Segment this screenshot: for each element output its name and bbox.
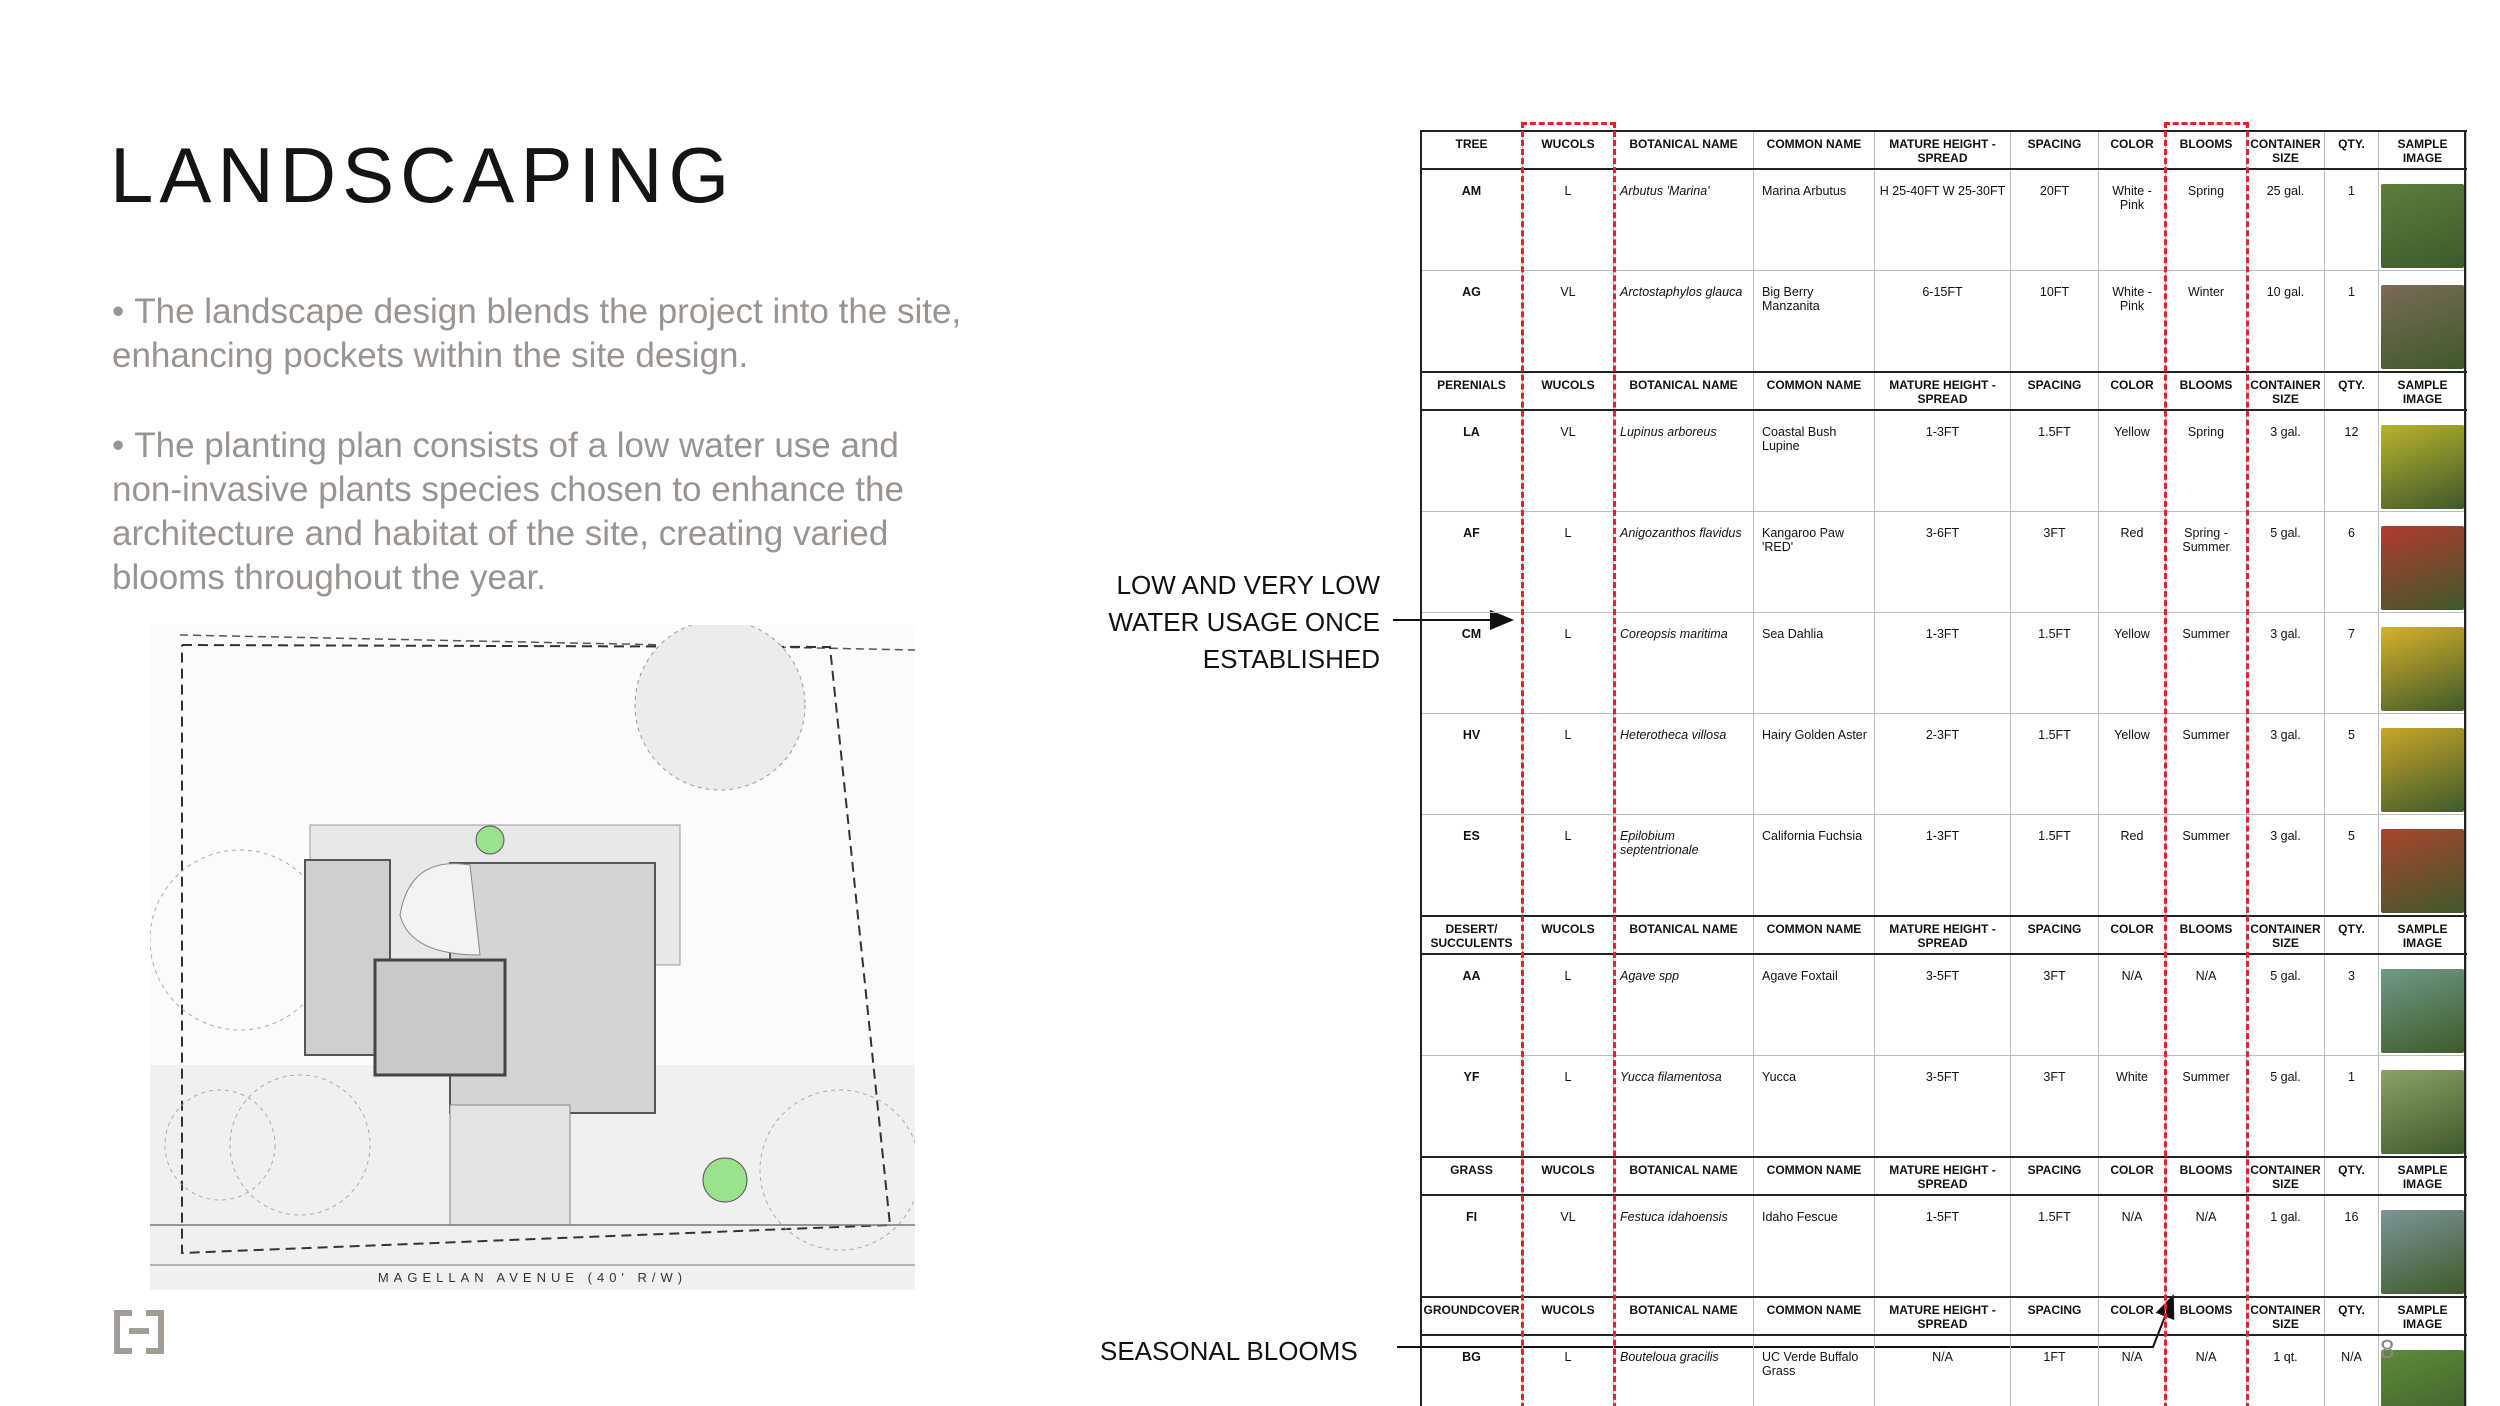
plant-container-cell: 5 gal. <box>2247 512 2325 613</box>
column-header: CONTAINER SIZE <box>2247 916 2325 954</box>
plant-code-cell: FI <box>1421 1195 1523 1297</box>
plant-wucols-cell: VL <box>1523 410 1614 512</box>
plant-height-cell: 3-6FT <box>1875 512 2011 613</box>
column-header: QTY. <box>2325 916 2379 954</box>
plant-botanical-cell: Arbutus 'Marina' <box>1614 169 1754 271</box>
plant-color-cell: Yellow <box>2099 714 2166 815</box>
column-header: BOTANICAL NAME <box>1614 1297 1754 1335</box>
column-header: BOTANICAL NAME <box>1614 131 1754 169</box>
plant-code-cell: ES <box>1421 815 1523 917</box>
plant-wucols-cell: L <box>1523 1335 1614 1406</box>
plant-color-cell: White - Pink <box>2099 169 2166 271</box>
column-header: COLOR <box>2099 131 2166 169</box>
seasonal-blooms-callout: SEASONAL BLOOMS <box>1100 1336 1358 1366</box>
callout-line: ESTABLISHED <box>1202 644 1380 674</box>
bullet-dot-icon: • <box>112 292 125 331</box>
plant-qty-cell: 5 <box>2325 815 2379 917</box>
plant-spacing-cell: 3FT <box>2011 512 2099 613</box>
column-header: CONTAINER SIZE <box>2247 1297 2325 1335</box>
plant-spacing-cell: 1.5FT <box>2011 410 2099 512</box>
plant-common-cell: Sea Dahlia <box>1754 613 1875 714</box>
column-header: BLOOMS <box>2166 916 2247 954</box>
column-header: QTY. <box>2325 1297 2379 1335</box>
plant-spacing-cell: 20FT <box>2011 169 2099 271</box>
column-header: COLOR <box>2099 372 2166 410</box>
plant-common-cell: Marina Arbutus <box>1754 169 1875 271</box>
plant-code-cell: AF <box>1421 512 1523 613</box>
column-header: QTY. <box>2325 1157 2379 1195</box>
plant-spacing-cell: 1.5FT <box>2011 815 2099 917</box>
column-header: COLOR <box>2099 1157 2166 1195</box>
plant-spacing-cell: 3FT <box>2011 1056 2099 1158</box>
plant-color-cell: Red <box>2099 512 2166 613</box>
column-header: WUCOLS <box>1523 916 1614 954</box>
column-header: MATURE HEIGHT - SPREAD <box>1875 1297 2011 1335</box>
plant-blooms-cell: Spring <box>2166 169 2247 271</box>
column-header: QTY. <box>2325 372 2379 410</box>
column-header: COMMON NAME <box>1754 916 1875 954</box>
plant-wucols-cell: L <box>1523 954 1614 1056</box>
plant-container-cell: 1 qt. <box>2247 1335 2325 1406</box>
plant-container-cell: 3 gal. <box>2247 410 2325 512</box>
column-header: BOTANICAL NAME <box>1614 372 1754 410</box>
plant-color-cell: N/A <box>2099 1195 2166 1297</box>
plant-wucols-cell: VL <box>1523 1195 1614 1297</box>
section-category: DESERT/ SUCCULENTS <box>1421 916 1523 954</box>
plant-height-cell: N/A <box>1875 1335 2011 1406</box>
plant-color-cell: White <box>2099 1056 2166 1158</box>
column-header: WUCOLS <box>1523 372 1614 410</box>
section-category: GRASS <box>1421 1157 1523 1195</box>
column-header: CONTAINER SIZE <box>2247 372 2325 410</box>
section-category: GROUNDCOVER <box>1421 1297 1523 1335</box>
column-header: COLOR <box>2099 1297 2166 1335</box>
plant-botanical-cell: Lupinus arboreus <box>1614 410 1754 512</box>
site-plan-drawing <box>150 625 915 1290</box>
plant-container-cell: 5 gal. <box>2247 1056 2325 1158</box>
plant-spacing-cell: 1.5FT <box>2011 714 2099 815</box>
section-category: TREE <box>1421 131 1523 169</box>
plant-qty-cell: 6 <box>2325 512 2379 613</box>
plant-wucols-cell: VL <box>1523 271 1614 373</box>
plant-height-cell: 1-3FT <box>1875 613 2011 714</box>
plant-blooms-cell: N/A <box>2166 1195 2247 1297</box>
plant-height-cell: 3-5FT <box>1875 1056 2011 1158</box>
plant-qty-cell: 16 <box>2325 1195 2379 1297</box>
column-header: MATURE HEIGHT - SPREAD <box>1875 131 2011 169</box>
street-label: MAGELLAN AVENUE (40' R/W) <box>377 1270 688 1285</box>
plant-blooms-cell: Summer <box>2166 1056 2247 1158</box>
plant-color-cell: Yellow <box>2099 613 2166 714</box>
plant-height-cell: 2-3FT <box>1875 714 2011 815</box>
page-number: 8 <box>2380 1334 2395 1364</box>
plant-qty-cell: 5 <box>2325 714 2379 815</box>
column-header: COMMON NAME <box>1754 1157 1875 1195</box>
plant-botanical-cell: Agave spp <box>1614 954 1754 1056</box>
blooms-highlight-box <box>2164 122 2249 1406</box>
plant-blooms-cell: Summer <box>2166 815 2247 917</box>
plant-height-cell: 6-15FT <box>1875 271 2011 373</box>
plant-color-cell: White - Pink <box>2099 271 2166 373</box>
bullet-dot-icon: • <box>112 426 125 465</box>
plant-code-cell: AM <box>1421 169 1523 271</box>
plant-common-cell: Agave Foxtail <box>1754 954 1875 1056</box>
callout-line: LOW AND VERY LOW <box>1116 570 1380 600</box>
column-header: QTY. <box>2325 131 2379 169</box>
column-header: SAMPLE IMAGE <box>2379 1297 2467 1335</box>
column-header: BLOOMS <box>2166 372 2247 410</box>
plant-height-cell: 1-5FT <box>1875 1195 2011 1297</box>
plant-common-cell: Coastal Bush Lupine <box>1754 410 1875 512</box>
plant-color-cell: Red <box>2099 815 2166 917</box>
slide-title: LANDSCAPING <box>110 131 736 219</box>
column-header: WUCOLS <box>1523 1297 1614 1335</box>
plant-common-cell: UC Verde Buffalo Grass <box>1754 1335 1875 1406</box>
plant-qty-cell: 12 <box>2325 410 2379 512</box>
plant-botanical-cell: Coreopsis maritima <box>1614 613 1754 714</box>
column-header: SPACING <box>2011 916 2099 954</box>
plant-qty-cell: 7 <box>2325 613 2379 714</box>
plant-qty-cell: 3 <box>2325 954 2379 1056</box>
plant-height-cell: 1-3FT <box>1875 815 2011 917</box>
column-header: WUCOLS <box>1523 1157 1614 1195</box>
plant-blooms-cell: Summer <box>2166 613 2247 714</box>
plant-botanical-cell: Heterotheca villosa <box>1614 714 1754 815</box>
plant-blooms-cell: Spring - Summer <box>2166 512 2247 613</box>
plant-color-cell: N/A <box>2099 954 2166 1056</box>
plant-code-cell: BG <box>1421 1335 1523 1406</box>
plant-blooms-cell: N/A <box>2166 1335 2247 1406</box>
plant-wucols-cell: L <box>1523 613 1614 714</box>
plant-wucols-cell: L <box>1523 512 1614 613</box>
plant-common-cell: Big Berry Manzanita <box>1754 271 1875 373</box>
column-header: BOTANICAL NAME <box>1614 916 1754 954</box>
plant-code-cell: HV <box>1421 714 1523 815</box>
plant-blooms-cell: Winter <box>2166 271 2247 373</box>
plant-container-cell: 10 gal. <box>2247 271 2325 373</box>
section-category: PERENIALS <box>1421 372 1523 410</box>
plant-container-cell: 5 gal. <box>2247 954 2325 1056</box>
column-header: SPACING <box>2011 1157 2099 1195</box>
column-header: COLOR <box>2099 916 2166 954</box>
bullet-text: The landscape design blends the project into the site, enhancing pockets within the site design. <box>112 292 962 375</box>
plant-wucols-cell: L <box>1523 714 1614 815</box>
plant-botanical-cell: Yucca filamentosa <box>1614 1056 1754 1158</box>
column-header: COMMON NAME <box>1754 1297 1875 1335</box>
column-header: SAMPLE IMAGE <box>2379 131 2467 169</box>
plant-blooms-cell: Summer <box>2166 714 2247 815</box>
water-usage-callout <box>1060 567 1380 678</box>
column-header: SAMPLE IMAGE <box>2379 372 2467 410</box>
column-header: BOTANICAL NAME <box>1614 1157 1754 1195</box>
column-header: MATURE HEIGHT - SPREAD <box>1875 916 2011 954</box>
plant-container-cell: 3 gal. <box>2247 613 2325 714</box>
plant-botanical-cell: Epilobium septentrionale <box>1614 815 1754 917</box>
plant-common-cell: Kangaroo Paw 'RED' <box>1754 512 1875 613</box>
plant-code-cell: LA <box>1421 410 1523 512</box>
plant-spacing-cell: 10FT <box>2011 271 2099 373</box>
column-header: CONTAINER SIZE <box>2247 1157 2325 1195</box>
plant-color-cell: N/A <box>2099 1335 2166 1406</box>
plant-botanical-cell: Bouteloua gracilis <box>1614 1335 1754 1406</box>
plant-container-cell: 1 gal. <box>2247 1195 2325 1297</box>
column-header: MATURE HEIGHT - SPREAD <box>1875 372 2011 410</box>
plant-container-cell: 25 gal. <box>2247 169 2325 271</box>
plant-container-cell: 3 gal. <box>2247 815 2325 917</box>
plant-height-cell: H 25-40FT W 25-30FT <box>1875 169 2011 271</box>
plant-spacing-cell: 1.5FT <box>2011 613 2099 714</box>
column-header: SPACING <box>2011 1297 2099 1335</box>
column-header: SAMPLE IMAGE <box>2379 1157 2467 1195</box>
column-header: MATURE HEIGHT - SPREAD <box>1875 1157 2011 1195</box>
column-header: COMMON NAME <box>1754 131 1875 169</box>
plant-botanical-cell: Anigozanthos flavidus <box>1614 512 1754 613</box>
bullet-item <box>112 290 962 378</box>
plant-container-cell: 3 gal. <box>2247 714 2325 815</box>
plant-spacing-cell: 1FT <box>2011 1335 2099 1406</box>
column-header: BLOOMS <box>2166 1297 2247 1335</box>
plant-code-cell: CM <box>1421 613 1523 714</box>
plant-code-cell: AA <box>1421 954 1523 1056</box>
plant-blooms-cell: Spring <box>2166 410 2247 512</box>
plant-qty-cell: 1 <box>2325 271 2379 373</box>
bracket-h-logo-icon <box>112 1308 166 1356</box>
plant-botanical-cell: Arctostaphylos glauca <box>1614 271 1754 373</box>
column-header: CONTAINER SIZE <box>2247 131 2325 169</box>
column-header: SPACING <box>2011 372 2099 410</box>
plant-code-cell: YF <box>1421 1056 1523 1158</box>
plant-spacing-cell: 3FT <box>2011 954 2099 1056</box>
column-header: SAMPLE IMAGE <box>2379 916 2467 954</box>
plant-common-cell: Yucca <box>1754 1056 1875 1158</box>
bullet-item <box>112 424 962 600</box>
plant-qty-cell: 1 <box>2325 169 2379 271</box>
plant-qty-cell: N/A <box>2325 1335 2379 1406</box>
bullet-text: The planting plan consists of a low water use and non-invasive plants species chosen to enhance the architecture and habitat of the site, creating varied blooms throughout the year. <box>112 426 904 597</box>
plant-spacing-cell: 1.5FT <box>2011 1195 2099 1297</box>
plant-height-cell: 3-5FT <box>1875 954 2011 1056</box>
column-header: WUCOLS <box>1523 131 1614 169</box>
bullet-list <box>112 290 962 646</box>
callout-line: WATER USAGE ONCE <box>1108 607 1380 637</box>
plant-wucols-cell: L <box>1523 815 1614 917</box>
wucols-highlight-box <box>1521 122 1616 1406</box>
plant-qty-cell: 1 <box>2325 1056 2379 1158</box>
plant-code-cell: AG <box>1421 271 1523 373</box>
plant-wucols-cell: L <box>1523 169 1614 271</box>
plant-botanical-cell: Festuca idahoensis <box>1614 1195 1754 1297</box>
column-header: SPACING <box>2011 131 2099 169</box>
column-header: COMMON NAME <box>1754 372 1875 410</box>
plant-blooms-cell: N/A <box>2166 954 2247 1056</box>
plant-height-cell: 1-3FT <box>1875 410 2011 512</box>
plant-wucols-cell: L <box>1523 1056 1614 1158</box>
column-header: BLOOMS <box>2166 1157 2247 1195</box>
plant-common-cell: Hairy Golden Aster <box>1754 714 1875 815</box>
plant-common-cell: California Fuchsia <box>1754 815 1875 917</box>
plant-color-cell: Yellow <box>2099 410 2166 512</box>
plant-common-cell: Idaho Fescue <box>1754 1195 1875 1297</box>
column-header: BLOOMS <box>2166 131 2247 169</box>
